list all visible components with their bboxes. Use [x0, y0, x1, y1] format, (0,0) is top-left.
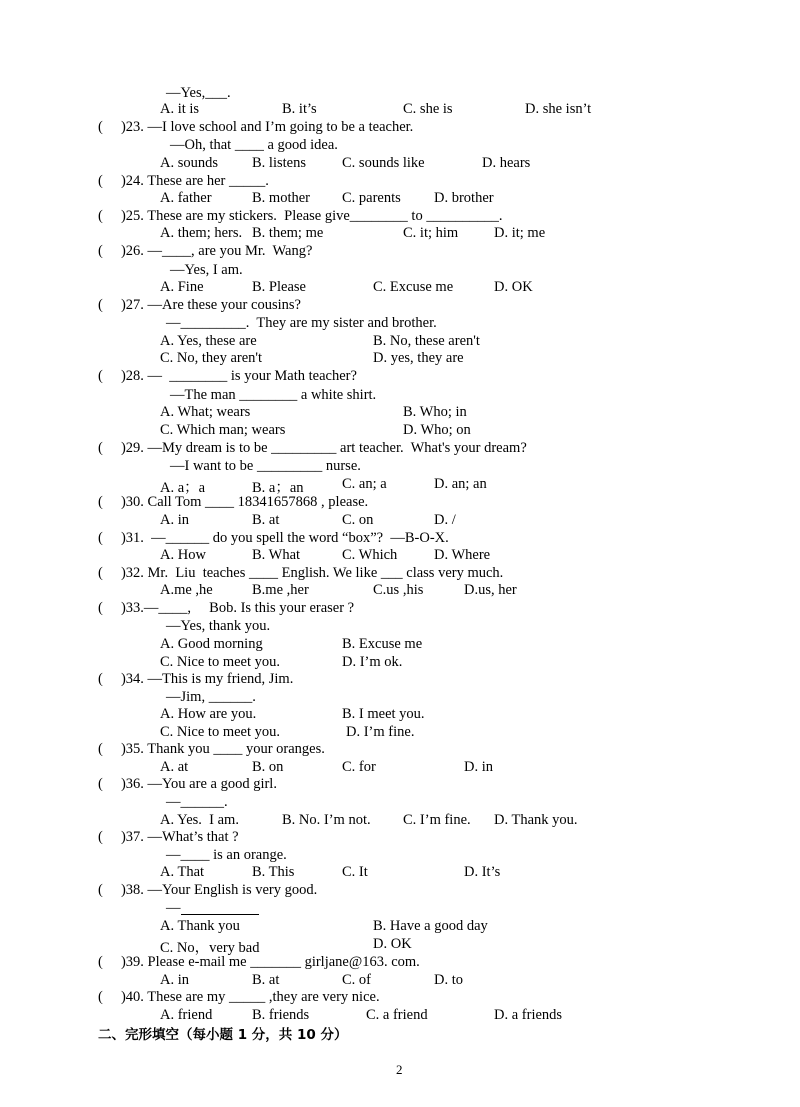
answer-option: C. on: [342, 512, 374, 528]
question-stem: ( )29. —My dream is to be _________ art teacher. What's your dream?: [98, 440, 527, 456]
answer-option: D. to: [434, 972, 463, 988]
question-stem: ( )36. —You are a good girl.: [98, 776, 277, 792]
answer-option: B. Have a good day: [373, 918, 488, 934]
question-stem: ( )26. —____, are you Mr. Wang?: [98, 243, 313, 259]
question-stem: ( )30. Call Tom ____ 18341657868 , please.: [98, 494, 369, 510]
answer-option: B. at: [252, 512, 280, 528]
answer-option: A. Yes. I am.: [160, 812, 239, 828]
question-stem: ( )37. —What’s that ?: [98, 829, 239, 845]
answer-option: A. Good morning: [160, 636, 263, 652]
answer-option: D. Who; on: [403, 422, 471, 438]
answer-option: C. sounds like: [342, 155, 425, 171]
answer-option: A. friend: [160, 1007, 213, 1023]
answer-option: A. What; wears: [160, 404, 251, 420]
answer-option: B. Please: [252, 279, 306, 295]
answer-option: A. Thank you: [160, 918, 240, 934]
answer-options-row: [160, 101, 620, 117]
answer-options-row: [160, 333, 620, 349]
dialogue-line: —: [166, 900, 181, 916]
answer-option: C. of: [342, 972, 371, 988]
answer-option: D. in: [464, 759, 493, 775]
question-stem: ( )39. Please e-mail me _______ girljane@163. com.: [98, 954, 420, 970]
answer-option: D. brother: [434, 190, 494, 206]
question-stem: ( )24. These are her _____.: [98, 173, 269, 189]
question-stem: ( )25. These are my stickers. Please give________ to __________.: [98, 208, 503, 224]
answer-options-row: [160, 350, 620, 366]
answer-option: C. Nice to meet you.: [160, 724, 281, 740]
answer-options-row: [160, 936, 620, 956]
answer-option: A. in: [160, 512, 189, 528]
answer-options-row: [160, 422, 620, 438]
answer-option: B. listens: [252, 155, 306, 171]
dialogue-line: —Oh, that ____ a good idea.: [170, 137, 338, 153]
question-stem: ( )33.—____, Bob. Is this your eraser ?: [98, 600, 355, 616]
answer-options-row: [160, 636, 620, 652]
answer-option: C. Excuse me: [373, 279, 454, 295]
answer-option: C. Which: [342, 547, 398, 563]
dialogue-line: —I want to be _________ nurse.: [170, 458, 361, 474]
answer-options-row: [160, 864, 620, 880]
answer-options-row: [160, 972, 620, 988]
question-stem: ( )40. These are my _____ ,they are very nice.: [98, 989, 380, 1005]
answer-options-row: [160, 547, 620, 563]
answer-options-row: [160, 724, 620, 740]
answer-option: D. yes, they are: [373, 350, 464, 366]
answer-option: B.me ,her: [252, 582, 309, 598]
answer-option: B. mother: [252, 190, 310, 206]
dialogue-line: —____ is an orange.: [166, 847, 287, 863]
answer-options-row: [160, 918, 620, 934]
answer-options-row: [160, 759, 620, 775]
answer-options-row: [160, 476, 620, 496]
answer-option: B. No. I’m not.: [282, 812, 371, 828]
answer-option: C. she is: [403, 101, 453, 117]
answer-option: B. it’s: [282, 101, 317, 117]
answer-option: D.us, her: [464, 582, 517, 598]
answer-option: D. It’s: [464, 864, 501, 880]
dialogue-line: —Yes, I am.: [170, 262, 243, 278]
answer-option: D. /: [434, 512, 456, 528]
answer-options-row: [160, 279, 620, 295]
answer-options-row: [160, 654, 620, 670]
question-stem: ( )34. —This is my friend, Jim.: [98, 671, 294, 687]
answer-option: C. I’m fine.: [403, 812, 471, 828]
answer-option: D. OK: [494, 279, 533, 295]
question-stem: ( )27. —Are these your cousins?: [98, 297, 301, 313]
answer-option: C. parents: [342, 190, 401, 206]
answer-option: B. on: [252, 759, 284, 775]
answer-options-row: [160, 155, 620, 171]
answer-option: A. at: [160, 759, 189, 775]
question-stem: ( )23. —I love school and I’m going to be a teacher.: [98, 119, 414, 135]
section-heading-cloze: 二、完形填空（每小题 1 分，共 10 分）: [98, 1027, 348, 1043]
answer-option: B. No, these aren't: [373, 333, 480, 349]
answer-option: C. it; him: [403, 225, 459, 241]
answer-option: B. at: [252, 972, 280, 988]
question-stem: ( )38. —Your English is very good.: [98, 882, 318, 898]
answer-options-row: [160, 404, 620, 420]
question-stem: ( )28. — ________ is your Math teacher?: [98, 368, 357, 384]
answer-option: A. a；a: [160, 480, 206, 496]
answer-option: C. for: [342, 759, 376, 775]
answer-option: C.us ,his: [373, 582, 424, 598]
answer-option: D. Where: [434, 547, 491, 563]
answer-option: B. This: [252, 864, 295, 880]
answer-options-row: [160, 706, 620, 722]
answer-option: D. I’m fine.: [346, 724, 415, 740]
answer-option: B. Excuse me: [342, 636, 423, 652]
answer-option: C. It: [342, 864, 368, 880]
answer-option: A. father: [160, 190, 212, 206]
answer-options-row: [160, 512, 620, 528]
answer-option: B. friends: [252, 1007, 310, 1023]
dialogue-line: —The man ________ a white shirt.: [170, 387, 377, 403]
answer-option: A. in: [160, 972, 189, 988]
answer-option: C. an; a: [342, 476, 387, 492]
answer-option: A. That: [160, 864, 205, 880]
answer-option: A. Yes, these are: [160, 333, 257, 349]
answer-option: A. How are you.: [160, 706, 257, 722]
answer-option: D. a friends: [494, 1007, 563, 1023]
answer-option: A. How: [160, 547, 206, 563]
answer-option: A. Fine: [160, 279, 204, 295]
answer-option: B. Who; in: [403, 404, 467, 420]
dialogue-line: —______.: [166, 794, 228, 810]
answer-option: C. No，very bad: [160, 940, 260, 956]
answer-option: D. OK: [373, 936, 412, 952]
dialogue-line: —Yes,___.: [166, 85, 231, 101]
answer-option: B. What: [252, 547, 301, 563]
dialogue-line: —Jim, ______.: [166, 689, 256, 705]
answer-options-row: [160, 582, 620, 598]
answer-option: D. it; me: [494, 225, 546, 241]
answer-option: A. sounds: [160, 155, 219, 171]
answer-option: B. a；an: [252, 480, 304, 496]
answer-options-row: [160, 225, 620, 241]
answer-options-row: [160, 1007, 620, 1023]
answer-option: C. No, they aren't: [160, 350, 263, 366]
answer-options-row: [160, 190, 620, 206]
answer-option: C. a friend: [366, 1007, 428, 1023]
question-stem: ( )32. Mr. Liu teaches ____ English. We like ___ class very much.: [98, 565, 504, 581]
answer-option: D. she isn’t: [525, 101, 592, 117]
answer-option: C. Nice to meet you.: [160, 654, 281, 670]
answer-option: D. Thank you.: [494, 812, 578, 828]
answer-option: A. them; hers.: [160, 225, 243, 241]
answer-option: D. an; an: [434, 476, 487, 492]
dialogue-line: —_________. They are my sister and brother.: [166, 315, 437, 331]
answer-option: D. hears: [482, 155, 531, 171]
dialogue-line: —Yes, thank you.: [166, 618, 271, 634]
answer-option: C. Which man; wears: [160, 422, 286, 438]
answer-option: B. them; me: [252, 225, 324, 241]
answer-blank-line: [181, 914, 259, 915]
answer-option: D. I’m ok.: [342, 654, 403, 670]
answer-option: B. I meet you.: [342, 706, 425, 722]
question-stem: ( )31. —______ do you spell the word “box”? —B-O-X.: [98, 530, 449, 546]
question-stem: ( )35. Thank you ____ your oranges.: [98, 741, 325, 757]
answer-option: A. it is: [160, 101, 200, 117]
answer-option: A.me ,he: [160, 582, 213, 598]
page-number: 2: [396, 1062, 403, 1077]
answer-options-row: [160, 812, 620, 828]
